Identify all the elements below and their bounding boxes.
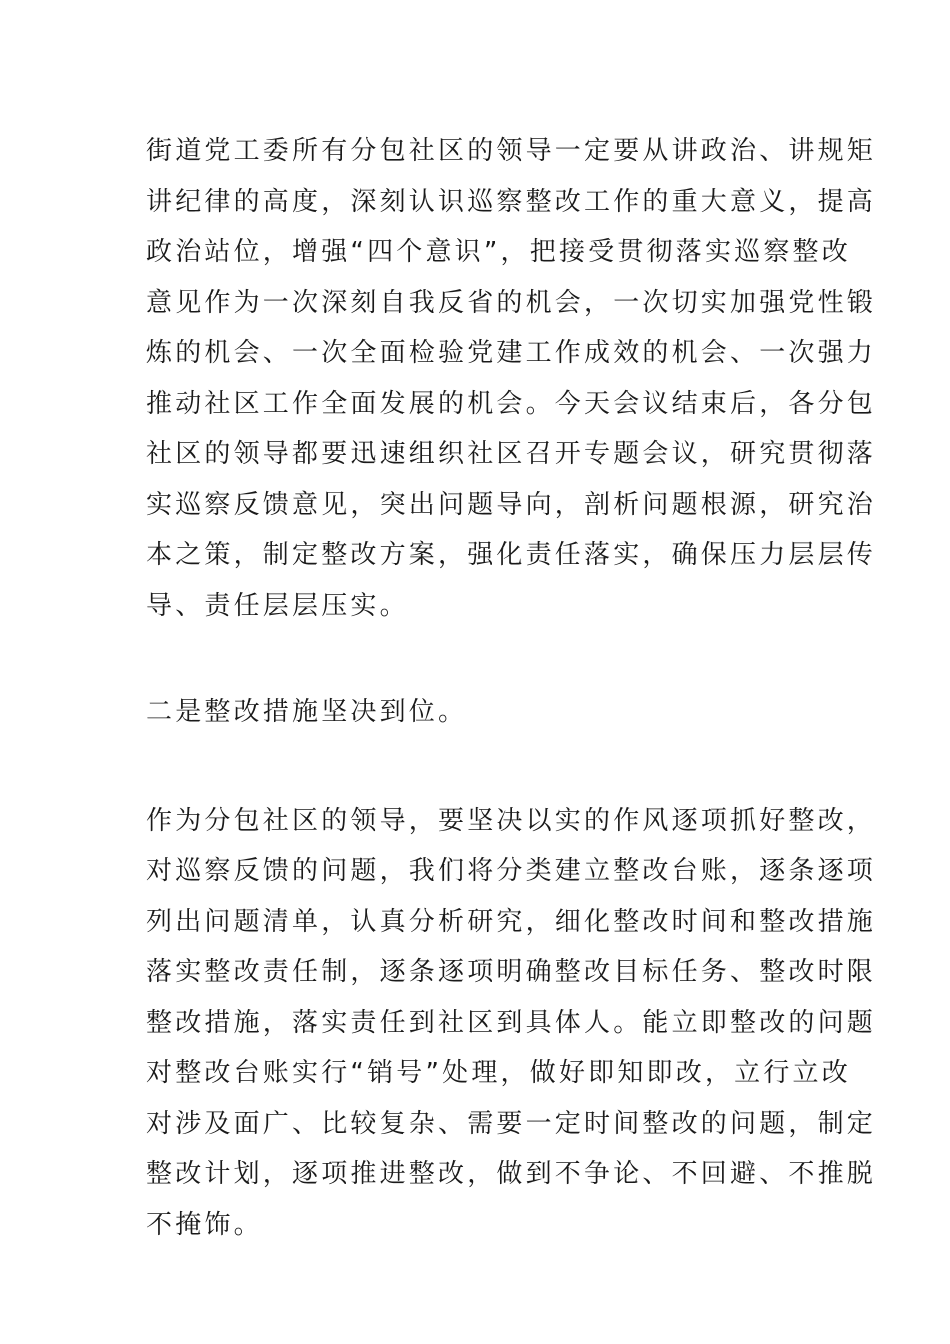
text-line: 炼的机会、一次全面检验党建工作成效的机会、一次强力 (146, 338, 877, 368)
text-line: 本之策，制定整改方案，强化责任落实，确保压力层层传 (146, 540, 877, 570)
text-line: 对涉及面广、比较复杂、需要一定时间整改的问题，制定 (146, 1108, 877, 1139)
text-line: 列出问题清单，认真分析研究，细化整改时间和整改措施 (146, 906, 877, 937)
text-line: 对整改台账实行“销号”处理，做好即知即改，立行立改 (146, 1058, 851, 1088)
text-line: 落实整改责任制，逐条逐项明确整改目标任务、整改时限 (146, 957, 877, 987)
text-line: 推动社区工作全面发展的机会。今天会议结束后，各分包 (146, 388, 877, 419)
document-body (146, 126, 877, 1250)
text-line: 政治站位，增强“四个意识”，把接受贯彻落实巡察整改 (146, 237, 851, 267)
text-line: 作为分包社区的领导，要坚决以实的作风逐项抓好整改， (146, 805, 877, 836)
section-heading (146, 687, 806, 738)
text-line: 整改措施，落实责任到社区到具体人。能立即整改的问题 (146, 1007, 877, 1038)
text-line: 整改计划，逐项推进整改，做到不争论、不回避、不推脱 (146, 1159, 877, 1189)
paragraph-responsibility (146, 126, 877, 631)
heading-line: 二是整改措施坚决到位。 (146, 697, 468, 727)
text-line: 街道党工委所有分包社区的领导一定要从讲政治、讲规矩 (146, 136, 877, 166)
text-line: 意见作为一次深刻自我反省的机会，一次切实加强党性锻 (146, 287, 877, 318)
paragraph-measures (146, 796, 877, 1251)
paragraph-spacer (146, 631, 806, 687)
paragraph-spacer (146, 738, 806, 796)
text-line: 不掩饰。 (146, 1209, 263, 1240)
text-line: 对巡察反馈的问题，我们将分类建立整改台账，逐条逐项 (146, 856, 877, 886)
text-line: 讲纪律的高度，深刻认识巡察整改工作的重大意义，提高 (146, 186, 877, 217)
text-line: 导、责任层层压实。 (146, 590, 409, 621)
text-line: 社区的领导都要迅速组织社区召开专题会议，研究贯彻落 (146, 439, 877, 469)
text-line: 实巡察反馈意见，突出问题导向，剖析问题根源，研究治 (146, 489, 877, 520)
